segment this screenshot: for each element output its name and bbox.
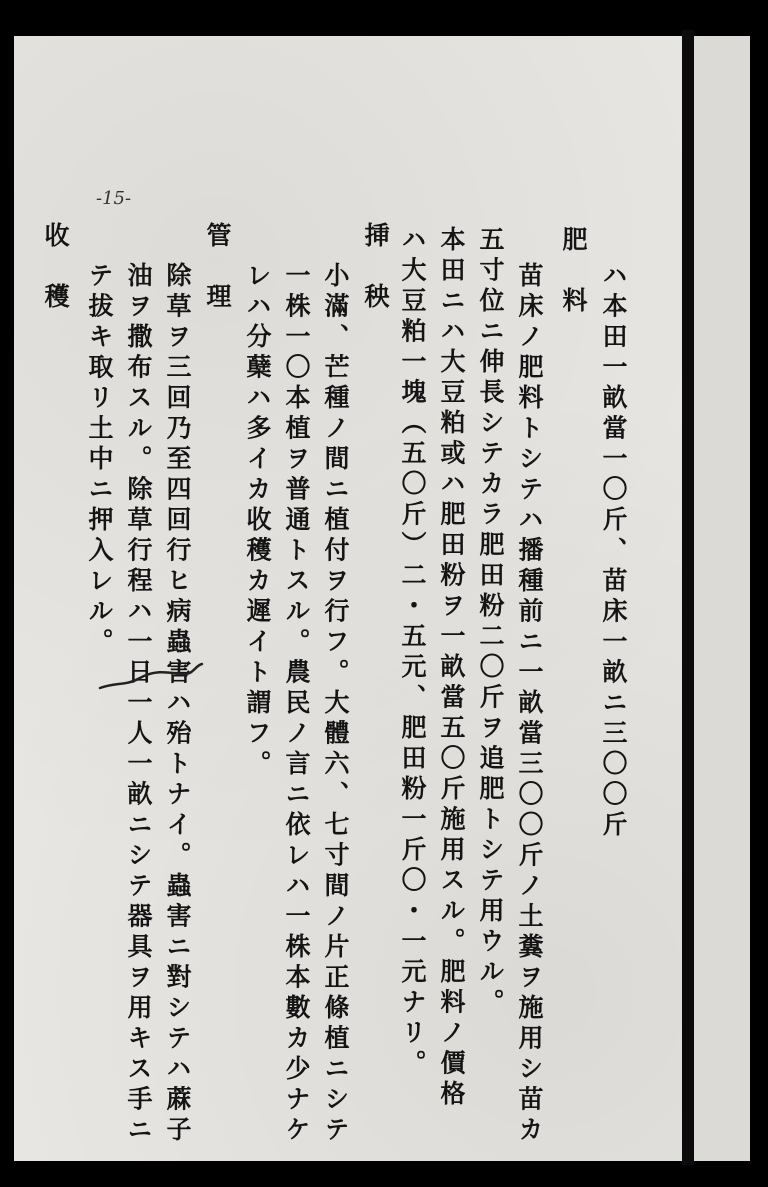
handwritten-line-mark — [96, 656, 206, 696]
text-column-14: テ拔キ取リ土中ニ押入レル。 — [85, 262, 114, 659]
text-column-13: 油ヲ撒布スル。除草行程ハ一日一人一畝ニシテ器具ヲ用キス手ニ — [124, 262, 153, 1147]
text-column-10: レハ分蘖ハ多イカ收穫カ遲イト謂フ。 — [243, 262, 272, 781]
text-column-3: 苗床ノ肥料トシテハ播種前ニ一畝當三〇〇斤ノ土糞ヲ施用シ苗カ — [515, 262, 544, 1147]
section-heading-harvest: 收 穫 — [41, 222, 70, 314]
page-number: -15- — [96, 188, 132, 209]
text-column-6: ハ大豆粕一塊（五〇斤）二・五元、肥田粉一斤〇・一元ナリ。 — [398, 226, 427, 1080]
adjacent-page-edge — [694, 36, 750, 1161]
text-column-1: ハ本田一畝當一〇斤、苗床一畝ニ三〇〇斤 — [599, 262, 628, 842]
text-column-12: 除草ヲ三回乃至四回行ヒ病蟲害ハ殆トナイ。蟲害ニ對シテハ蔴子 — [163, 262, 192, 1147]
text-column-4: 五寸位ニ伸長シテカラ肥田粉二〇斤ヲ追肥トシテ用ウル。 — [476, 226, 505, 1019]
section-heading-transplanting: 挿 秧 — [361, 222, 390, 314]
book-spine — [682, 30, 694, 1165]
text-column-5: 本田ニハ大豆粕或ハ肥田粉ヲ一畝當五〇斤施用スル。肥料ノ價格 — [437, 226, 466, 1111]
section-heading-fertilizer: 肥 料 — [559, 226, 588, 318]
section-heading-management: 管 理 — [203, 222, 232, 314]
text-column-9: 一株一〇本植ヲ普通トスル。農民ノ言ニ依レハ一株本數カ少ナケ — [282, 262, 311, 1147]
text-column-8: 小滿、芒種ノ間ニ植付ヲ行フ。大體六、七寸間ノ片正條植ニシテ — [321, 262, 350, 1147]
